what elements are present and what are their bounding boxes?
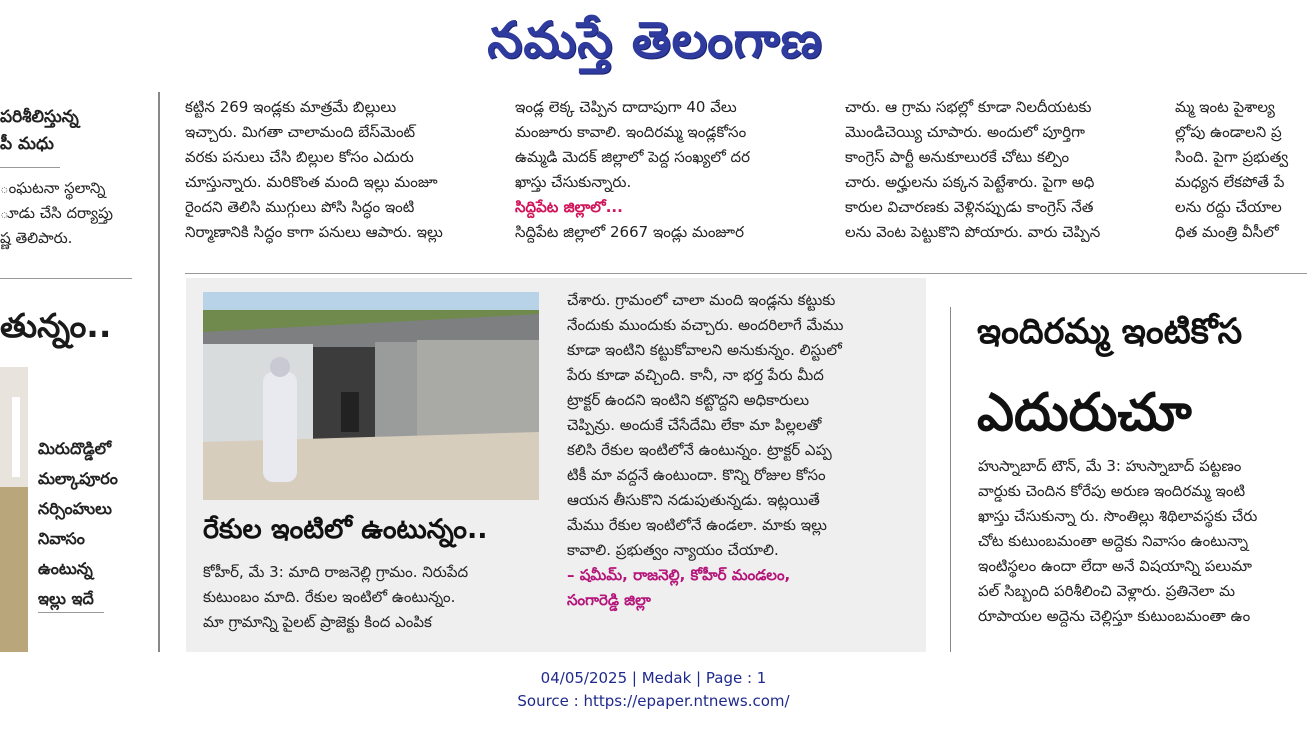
text-line: రైందని తెలిసి ముగ్గులు పోసి సిద్ధం ఇంటి	[185, 198, 415, 216]
text-line: చెప్పిన్రు. అందుకే చేసేదేమి లేకా మా పిల్లలతో	[567, 416, 822, 434]
masthead	[0, 0, 1307, 92]
divider	[0, 167, 60, 168]
text-line: పీ మధు	[0, 134, 54, 154]
text-line: మేము రేకుల ఇంటిలోనే ఉండలా. మాకు ఇల్లు	[567, 516, 827, 534]
text-line: వార్డుకు చెందిన కోరేపు అరుణ ఇందిరమ్మ ఇంటి	[978, 482, 1246, 500]
text-line: రూపాయల అద్దెను చెల్లిస్తూ కుటుంబమంతా ఉం	[978, 607, 1251, 625]
divider	[38, 612, 104, 613]
text-line: నేందుకు ముందుకు వచ్చారు. అందరిలాగే మేము	[567, 316, 844, 334]
text-line: కాంగ్రెస్ పార్టీ అనుకూలురకే చోటు కల్పిం	[845, 148, 1070, 166]
caption-line: నివాసం	[38, 529, 85, 548]
text-line: మొండిచెయ్యి చూపారు. అందులో పూర్తిగా	[845, 123, 1085, 141]
text-line: మా గ్రామాన్ని పైలట్ ప్రాజెక్టు కింద ఎంపిక	[203, 613, 432, 631]
text-line: ఇండ్ల లెక్క చెప్పిన దాదాపుగా 40 వేలు	[515, 98, 737, 116]
caption-line: నర్సింహులు	[38, 499, 112, 518]
right-headline-line-1: ఇందిరమ్మ ఇంటికోస	[977, 312, 1243, 352]
caption-line: ఉంటున్న	[38, 559, 93, 578]
text-line: ఇంటిస్థలం ఉందా లేదా అనే విషయాన్ని పలుమా	[978, 557, 1252, 575]
text-line: ట్రాక్టర్ ఉందని ఇంటిని కట్టొద్దని అధికారులు	[567, 391, 810, 409]
article-column-3	[845, 95, 1150, 245]
left-photo	[0, 367, 28, 652]
text-line: కుటుంబం మాది. రేకుల ఇంటిలో ఉంటున్నం.	[203, 588, 456, 606]
right-story-body	[978, 454, 1307, 629]
date-line: 04/05/2025 | Medak | Page : 1	[540, 669, 767, 687]
text-line: ంఘటనా స్థలాన్ని	[0, 179, 106, 197]
text-line: కలిసి రేకుల ఇంటిలోనే ఉంటున్నం. ట్రాక్టర్ ఎప్ప	[567, 441, 832, 459]
text-line: ఇచ్చారు. మిగతా చాలామంది బేస్‌మెంట్	[185, 123, 416, 141]
divider	[0, 278, 132, 279]
caption-line: మిరుదొడ్డిలో	[38, 439, 112, 458]
left-photo-caption	[38, 434, 118, 614]
house-photo-illustration	[203, 292, 539, 500]
column-rule	[158, 92, 160, 652]
right-headline-line-2: ఎదురుచూ	[977, 383, 1192, 443]
text-line: సిద్దిపేట జిల్లాలో 2667 ఇండ్లు మంజూర	[515, 223, 745, 241]
text-line: చోట కుటుంబమంతా అద్దెకు నివాసం ఉంటున్నా	[978, 532, 1249, 550]
text-line: ఆయన తీసుకొని నడుపుతున్నడు. ఇట్లయితే	[567, 491, 820, 509]
text-line: పరిశీలిస్తున్న	[0, 107, 79, 127]
newspaper-page	[0, 92, 1307, 652]
text-line: ఉమ్మడి మెదక్ జిల్లాలో పెద్ద సంఖ్యలో దర	[515, 148, 751, 166]
source-line: Source : https://epaper.ntnews.com/	[517, 692, 790, 710]
text-line: పేరు కూడా వచ్చింది. కానీ, నా భర్త పేరు మీద	[567, 366, 824, 384]
subheading: సిద్దిపేట జిల్లాలో...	[515, 198, 623, 216]
text-line: పల్ సిబ్బంది పరిశీలించి వెళ్లారు. ప్రతినెలా మ	[978, 582, 1236, 600]
text-line: కట్టిన 269 ఇండ్లకు మాత్రమే బిల్లులు	[185, 98, 397, 116]
text-line: చూస్తున్నారు. మరికొంత మంది ఇల్లు మంజూ	[185, 173, 438, 191]
text-line: చారు. అర్హులను పక్కన పెట్టేశారు. పైగా అధి	[845, 173, 1095, 191]
left-headline: తున్నం..	[0, 306, 112, 345]
text-line: కావాలి. ప్రభుత్వం న్యాయం చేయాలి.	[567, 541, 779, 559]
text-line: మ్మ ఇంట పైశాల్య	[1175, 98, 1275, 116]
story-headline: రేకుల ఇంటిలో ఉంటున్నం..	[203, 514, 488, 545]
text-line: లను రద్దు చేయాల	[1175, 198, 1282, 216]
text-line: హుస్నాబాద్ టౌన్, మే 3: హుస్నాబాద్ పట్టణం	[978, 457, 1242, 475]
text-line: చారు. ఆ గ్రామ సభల్లో కూడా నిలదీయటకు	[845, 98, 1092, 116]
text-line: మధ్యన లేకపోతే పే	[1175, 173, 1285, 191]
text-line: ఖాస్తు చేసుకున్నా రు. సొంతిల్లు శిథిలావస్థకు చేరు	[978, 507, 1258, 525]
text-line: కోహీర్, మే 3: మాది రాజనెల్లి గ్రామం. నిరుపేద	[203, 563, 469, 581]
divider	[185, 273, 1307, 274]
text-line: ధిత మంత్రి వీసీలో	[1175, 223, 1279, 241]
text-line: కూడా ఇంటిని కట్టుకోవాలని అనుకున్నం. లిస్టులో	[567, 341, 842, 359]
text-line: ల్లోపు ఉండాలని ప్ర	[1175, 123, 1282, 141]
text-line: కారుల విచారణకు వెళ్లినప్పుడు కాంగ్రెస్ నేత	[845, 198, 1094, 216]
text-line: మంజూరు కావాలి. ఇందిరమ్మ ఇండ్లకోసం	[515, 123, 747, 141]
text-line: వరకు పనులు చేసి బిల్లుల కోసం ఎదురు	[185, 148, 414, 166]
text-line: ష్ణ తెలిపారు.	[0, 229, 73, 247]
left-column-mid	[0, 176, 113, 251]
text-line: సింది. పైగా ప్రభుత్వ	[1175, 148, 1289, 166]
story-photo	[203, 292, 539, 500]
column-rule	[950, 307, 951, 652]
text-line: ూడు చేసి దర్యాప్తు	[0, 204, 113, 222]
text-line: లను వెంట పెట్టుకొని పోయారు. వారు చెప్పిన	[845, 223, 1101, 241]
caption-line: ఇల్లు ఇదే	[38, 589, 94, 608]
left-column-top	[0, 104, 79, 158]
caption-line: మల్కాపూరం	[38, 469, 118, 488]
article-column-2	[515, 95, 820, 245]
newspaper-logo: నమస్తే తెలంగాణ	[487, 11, 823, 69]
text-line: నిర్మాణానికి సిద్ధం కాగా పనులు ఆపారు. ఇల్లు	[185, 223, 443, 241]
byline: – షమీమ్, రాజనెల్లి, కోహీర్ మండలం,	[567, 566, 791, 584]
article-column-4	[1175, 95, 1307, 245]
byline: సంగారెడ్డి జిల్లా	[567, 591, 651, 609]
story-body-right	[567, 288, 912, 613]
text-line: టికీ మా వద్దనే ఉంటుందా. కొన్ని రోజుల కోసం	[567, 466, 826, 484]
article-column-1	[185, 95, 490, 245]
story-body-left	[203, 560, 543, 635]
text-line: ఖాస్తు చేసుకున్నారు.	[515, 173, 632, 191]
text-line: చేశారు. గ్రామంలో చాలా మంది ఇండ్లను కట్టుకు	[567, 291, 836, 309]
